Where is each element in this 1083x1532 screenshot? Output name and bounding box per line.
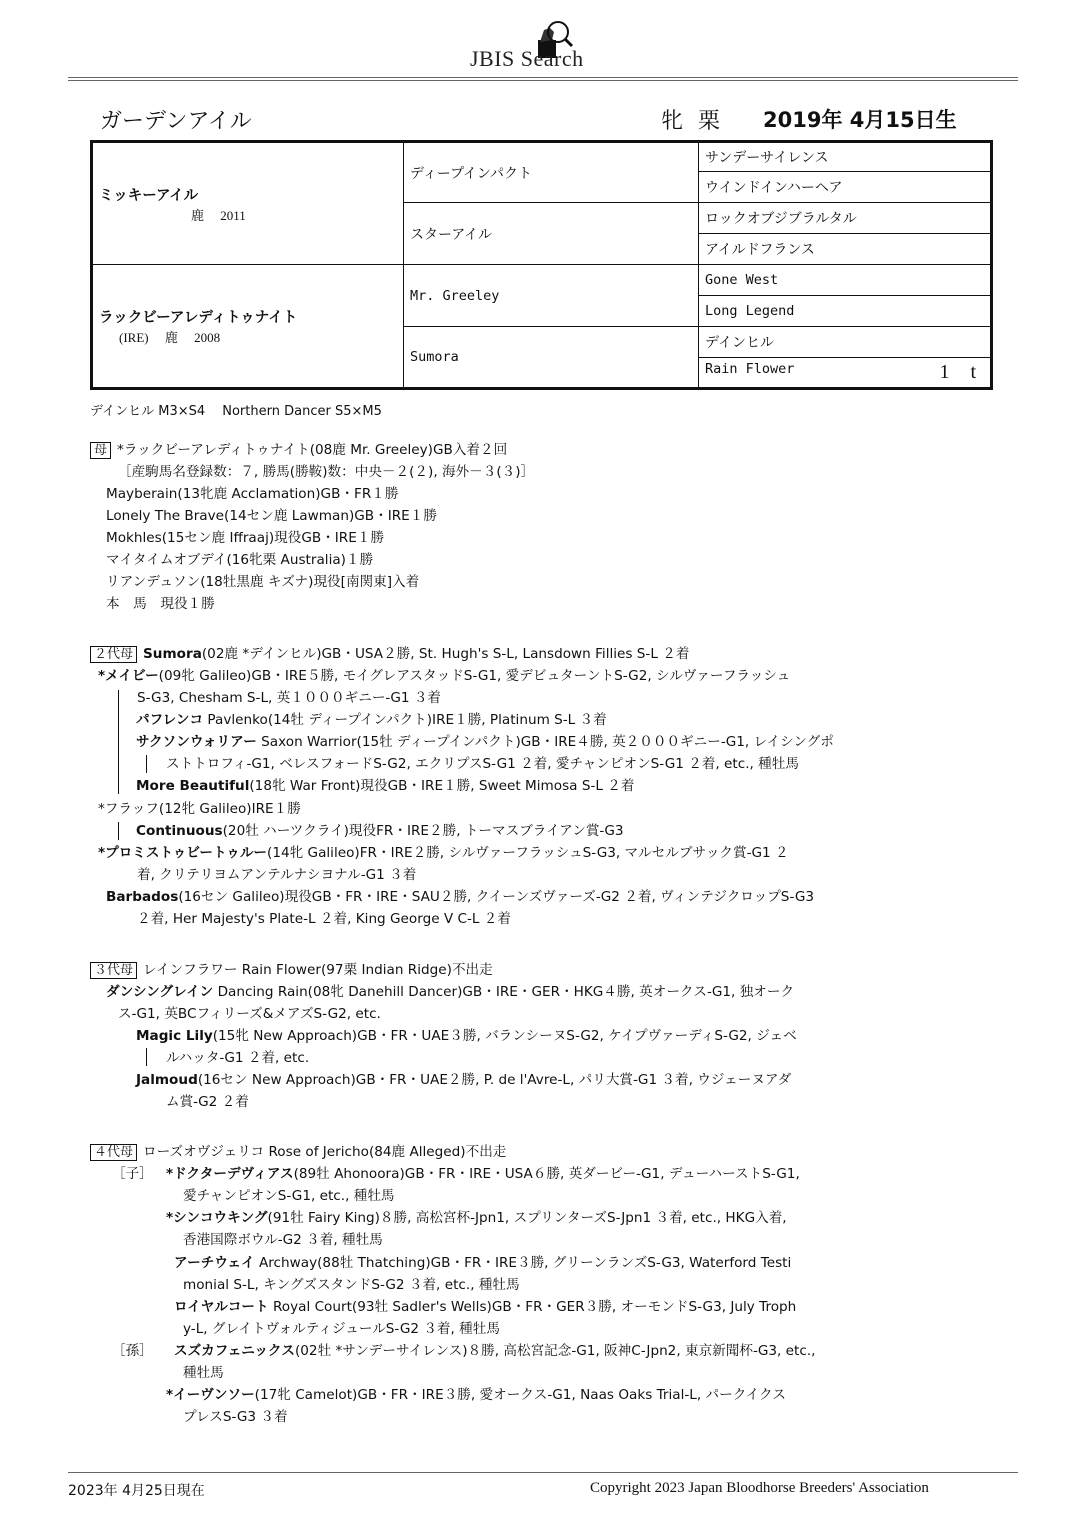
sds-cell[interactable] bbox=[699, 203, 992, 234]
gen2-text-1: (09牝 Galileo)GB・IRE５勝, モイグレアスタッドS-G1, 愛デビュターントS-G2, シルヴァーフラッシュ bbox=[158, 668, 791, 684]
gen4-line-9 bbox=[112, 1340, 815, 1362]
gen4-text-0: ローズオヴジェリコ Rose of Jericho(84鹿 Alleged)不出走 bbox=[143, 1144, 507, 1160]
gen2-text-0: (02鹿 *デインヒル)GB・USA２勝, St. Hugh's S-L, Lansdown Fillies S-L ２着 bbox=[201, 646, 690, 662]
gen2-line-3 bbox=[136, 709, 607, 731]
gen2-text-6: (18牝 War Front)現役GB・IRE１勝, Sweet Mimosa S-L ２着 bbox=[249, 778, 635, 794]
gen3-text-3: (15牝 New Approach)GB・FR・UAE３勝, バランシーヌS-G2, ケイプヴァーディS-G2, ジェベ bbox=[212, 1028, 797, 1044]
gen2-line-6 bbox=[136, 775, 634, 797]
gen2-text-8: (20牡 ハーツクライ)現役FR・IRE２勝, トーマスブライアン賞-G3 bbox=[222, 823, 624, 839]
gen3-line-0 bbox=[90, 959, 493, 981]
dam-cell[interactable] bbox=[92, 265, 404, 389]
sds-name: ロックオブジブラルタル bbox=[705, 211, 857, 227]
gen2-bold-6: More Beautiful bbox=[136, 778, 250, 794]
gen4-bold-11: *イーヴンソー bbox=[166, 1387, 255, 1403]
gen3-text-0: レインフラワー Rain Flower(97栗 Indian Ridge)不出走 bbox=[143, 962, 493, 978]
ddd-name: Rain Flower bbox=[705, 361, 795, 377]
gen2-bold-3: パフレンコ bbox=[136, 712, 204, 728]
gen3-bold-3: Magic Lily bbox=[136, 1028, 213, 1044]
gen2-line-12: ２着, Her Majesty's Plate-L ２着, King George V C-L ２着 bbox=[137, 911, 511, 927]
ssd-cell[interactable] bbox=[699, 172, 992, 203]
gen3-line-6: ム賞-G2 ２着 bbox=[166, 1094, 249, 1110]
sdd-name: アイルドフランス bbox=[705, 242, 815, 258]
gen4-bold-7: ロイヤルコート bbox=[174, 1299, 269, 1315]
gen2-text-4: Saxon Warrior(15牡 ディープインパクト)GB・IRE４勝, 英２０００ギニー-G1, レイシングポ bbox=[256, 734, 834, 750]
birth-date: 2019年 4月15日生 bbox=[763, 108, 957, 132]
dds-name: デインヒル bbox=[705, 335, 775, 351]
gen2-line-8 bbox=[136, 820, 624, 842]
dam-line-6: リアンデュソン(18牡黒鹿 キズナ)現役[南関東]入着 bbox=[106, 574, 420, 590]
gen4-text-7: Royal Court(93牡 Sadler's Wells)GB・FR・GER３勝, オーモンドS-G3, July Troph bbox=[268, 1299, 797, 1315]
gen2-bold-4: サクソンウォリアー bbox=[136, 734, 257, 750]
gen4-line-5 bbox=[174, 1252, 791, 1274]
gen4-line-3 bbox=[166, 1207, 787, 1229]
gen2-text-9: (14牝 Galileo)FR・IRE２勝, シルヴァーフラッシュS-G3, マルセルブサック賞-G1 ２ bbox=[267, 845, 789, 861]
sire-name: ミッキーアイル bbox=[99, 187, 199, 204]
gen3-label: ３代母 bbox=[90, 962, 137, 979]
gen4-line-12: プレスS-G3 ３着 bbox=[183, 1409, 288, 1425]
gen2-line-1 bbox=[98, 665, 790, 687]
gen4-line-6: monial S-L, キングズスタンドS-G2 ３着, etc., 種牡馬 bbox=[183, 1277, 520, 1293]
gen4-text-3: (91牡 Fairy King)８勝, 高松宮杯-Jpn1, スプリンターズS-Jpn1 ３着, etc., HKG入着, bbox=[267, 1210, 787, 1226]
gen2-bold-9: *プロミストゥビートゥルー bbox=[98, 845, 268, 861]
gen3-line-5 bbox=[136, 1069, 791, 1091]
gen2-line-2: S-G3, Chesham S-L, 英１０００ギニー-G1 ３着 bbox=[137, 690, 442, 706]
gen4-line-7 bbox=[174, 1296, 796, 1318]
sex-color: 牝 栗 bbox=[661, 109, 724, 134]
ss-name: ディープインパクト bbox=[410, 165, 532, 182]
gen4-bold-5: アーチウェイ bbox=[174, 1255, 255, 1271]
ssd-name: ウインドインハーヘア bbox=[705, 180, 843, 196]
dam-line-7: 本 馬 現役１勝 bbox=[106, 596, 215, 612]
header-rule bbox=[68, 77, 1018, 78]
dam-line-2: Mayberain(13牝鹿 Acclamation)GB・FR１勝 bbox=[106, 486, 399, 502]
gen2-bold-11: Barbados bbox=[106, 889, 179, 905]
gen2-line-10: 着, クリテリヨムアンテルナシヨナル-G1 ３着 bbox=[137, 867, 417, 883]
inbreeding-note: デインヒル M3×S4 Northern Dancer S5×M5 bbox=[90, 404, 382, 419]
gen2-line-5: ストトロフィ-G1, ベレスフォードS-G2, エクリプスS-G1 ２着, 愛チャンピオンS-G1 ２着, etc., 種牡馬 bbox=[166, 756, 799, 772]
header-rule-2 bbox=[68, 80, 1018, 81]
gen4-line-2: 愛チャンピオンS-G1, etc., 種牡馬 bbox=[183, 1188, 395, 1204]
gen2-line-0 bbox=[90, 643, 689, 665]
footer-rule bbox=[68, 1472, 1018, 1473]
gen4-text-1: (89牡 Ahonoora)GB・FR・IRE・USA６勝, 英ダービー-G1, デューハーストS-G1, bbox=[293, 1166, 800, 1182]
dam-line-1: ［産駒馬名登録数：７, 勝馬(勝鞍)数：中央－２(２), 海外－３(３)］ bbox=[118, 464, 535, 480]
as-of-date: 2023年 4月25日現在 bbox=[68, 1483, 205, 1499]
dam-line-0 bbox=[90, 439, 507, 461]
gen3-line-1 bbox=[106, 981, 794, 1003]
gen4-prefix-9: ［孫］ bbox=[112, 1343, 153, 1359]
dam-line-4: Mokhles(15セン鹿 Iffraaj)現役GB・IRE１勝 bbox=[106, 530, 385, 546]
dss-cell[interactable] bbox=[699, 265, 992, 296]
dam-text-0: *ラックビーアレディトゥナイト(08鹿 Mr. Greeley)GB入着２回 bbox=[117, 442, 508, 458]
gen4-prefix-1: ［子］ bbox=[112, 1166, 153, 1182]
dam-line-5: マイタイムオブデイ(16牝栗 Australia)１勝 bbox=[106, 552, 374, 568]
gen3-bold-5: Jalmoud bbox=[136, 1072, 198, 1088]
sss-name: サンデーサイレンス bbox=[705, 150, 829, 166]
sire-cell[interactable] bbox=[92, 142, 404, 265]
dss-name: Gone West bbox=[705, 272, 779, 288]
dsd-name: Long Legend bbox=[705, 303, 795, 319]
pedigree-table bbox=[90, 140, 993, 390]
gen4-label: ４代母 bbox=[90, 1144, 137, 1161]
gen2-line-9 bbox=[98, 842, 789, 864]
gen4-line-0 bbox=[90, 1141, 506, 1163]
gen4-line-4: 香港国際ボウル-G2 ３着, 種牡馬 bbox=[183, 1232, 383, 1248]
ds-cell[interactable] bbox=[404, 265, 699, 327]
gen4-bold-1: *ドクターデヴィアス bbox=[166, 1166, 294, 1182]
gen2-bold-0: Sumora bbox=[143, 646, 202, 662]
sd-name: スターアイル bbox=[410, 226, 493, 243]
dam-name: ラックビーアレディトゥナイト bbox=[99, 310, 298, 326]
sire-detail: 鹿 2011 bbox=[191, 207, 246, 223]
gen4-bold-9: スズカフェニックス bbox=[174, 1343, 295, 1359]
dam-label: 母 bbox=[90, 442, 111, 459]
gen2-line-7: *フラッフ(12牝 Galileo)IRE１勝 bbox=[98, 801, 301, 817]
gen3-line-2: ス-G1, 英BCフィリーズ&メアズS-G2, etc. bbox=[118, 1006, 381, 1022]
gen4-line-11 bbox=[166, 1384, 786, 1406]
copyright: Copyright 2023 Japan Bloodhorse Breeders' Association bbox=[590, 1480, 929, 1496]
gen2-text-11: (16セン Galileo)現役GB・FR・IRE・SAU２勝, クイーンズヴァーズ-G2 ２着, ヴィンテジクロップS-G3 bbox=[178, 889, 815, 905]
gen3-line-4: ルハッタ-G1 ２着, etc. bbox=[166, 1050, 310, 1066]
dam-line-3: Lonely The Brave(14セン鹿 Lawman)GB・IRE１勝 bbox=[106, 508, 437, 524]
sss-cell[interactable] bbox=[699, 142, 992, 172]
dd-cell[interactable] bbox=[404, 327, 699, 389]
jbis-logo[interactable] bbox=[470, 18, 640, 74]
gen3-bracket bbox=[146, 1048, 147, 1066]
gen2-bold-8: Continuous bbox=[136, 823, 223, 839]
gen2-line-11 bbox=[106, 886, 814, 908]
gen4-bold-3: *シンコウキング bbox=[166, 1210, 268, 1226]
gen4-text-9: (02牡 *サンデーサイレンス)８勝, 高松宮記念-G1, 阪神C-Jpn2, 東京新聞杯-G3, etc., bbox=[294, 1343, 816, 1359]
gen3-line-3 bbox=[136, 1025, 797, 1047]
gen4-text-11: (17牝 Camelot)GB・FR・IRE３勝, 愛オークス-G1, Naas Oaks Trial-L, パークイクス bbox=[254, 1387, 786, 1403]
gen2-text-3: Pavlenko(14牡 ディープインパクト)IRE１勝, Platinum S-L ３着 bbox=[203, 712, 607, 728]
gen4-line-10: 種牡馬 bbox=[183, 1365, 224, 1381]
dam-detail: (IRE) 鹿 2008 bbox=[119, 330, 221, 345]
gen4-line-8: y-L, グレイトヴォルティジュールS-G2 ３着, 種牡馬 bbox=[183, 1321, 500, 1337]
gen2-bracket-2 bbox=[146, 755, 147, 773]
gen2-bracket-1 bbox=[118, 690, 119, 794]
gen2-line-4 bbox=[136, 731, 834, 753]
gen3-text-1: Dancing Rain(08牝 Danehill Dancer)GB・IRE・GER・HKG４勝, 英オークス-G1, 独オーク bbox=[213, 984, 795, 1000]
family-number: 1 t bbox=[939, 361, 984, 383]
gen2-bold-1: *メイビー bbox=[98, 668, 159, 684]
dds-cell[interactable] bbox=[699, 327, 992, 358]
horse-name: ガーデンアイル bbox=[100, 109, 252, 134]
gen4-line-1 bbox=[112, 1163, 800, 1185]
ddd-cell[interactable] bbox=[699, 358, 992, 389]
dd-name: Sumora bbox=[410, 349, 459, 365]
sdd-cell[interactable] bbox=[699, 234, 992, 265]
gen2-bracket-3 bbox=[118, 822, 119, 840]
gen3-text-5: (16セン New Approach)GB・FR・UAE２勝, P. de l'Avre-L, パリ大賞-G1 ３着, ウジェーヌアダ bbox=[197, 1072, 792, 1088]
gen4-text-5: Archway(88牡 Thatching)GB・FR・IRE３勝, グリーンランズS-G3, Waterford Testi bbox=[254, 1255, 792, 1271]
gen2-label: ２代母 bbox=[90, 646, 137, 663]
dsd-cell[interactable] bbox=[699, 296, 992, 327]
sd-cell[interactable] bbox=[404, 203, 699, 265]
ds-name: Mr. Greeley bbox=[410, 287, 500, 304]
gen3-bold-1: ダンシングレイン bbox=[106, 984, 214, 1000]
logo-text: JBIS Search bbox=[470, 46, 584, 71]
ss-cell[interactable] bbox=[404, 142, 699, 203]
